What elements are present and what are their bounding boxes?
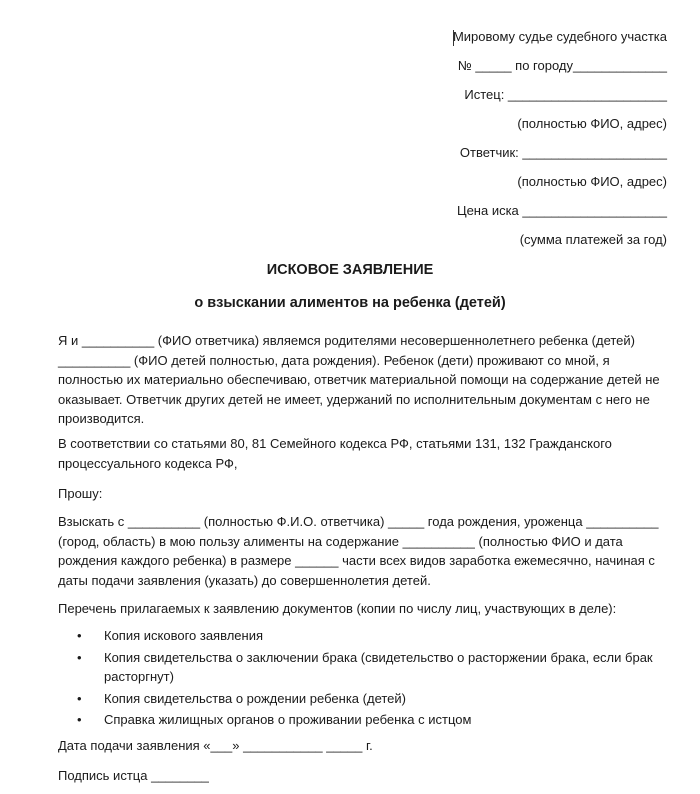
attachments-heading: Перечень прилагаемых к заявлению документов (копии по числу лиц, участвующих в деле): [58,601,617,616]
list-item-text: Копия свидетельства о рождении ребенка (детей) [104,690,406,706]
request-paragraph: Взыскать с __________ (полностью Ф.И.О. ответчика) _____ года рождения, уроженца __________ (город, область) в мою пользу алименты на содержание __________ (полностью ФИО и дата рождения каждого ребенка) в размере ______ части всех видов заработка ежемесячно, начиная с даты подачи заявления (указать) до совершеннолетия детей. [58,514,659,588]
document-title: ИСКОВОЕ ЗАЯВЛЕНИЕ [266,262,434,278]
filing-date-line: Дата подачи заявления «___» ___________ _____ г. [58,738,373,753]
claim-price-line: Цена иска ____________________ [456,203,667,218]
bullet-icon: • [77,690,82,706]
bullet-icon: • [77,628,82,643]
list-item [58,626,670,646]
list-item-text: Копия искового заявления [104,628,264,643]
plaintiff-hint: (полностью ФИО, адрес) [517,116,667,131]
document-header [367,27,667,259]
bullet-icon: • [77,712,82,727]
list-item [58,689,670,709]
document-subtitle: о взыскании алиментов на ребенка (детей) [194,295,506,311]
plaintiff-line: Истец: ______________________ [464,87,667,102]
legal-basis-paragraph: В соответствии со статьями 80, 81 Семейного кодекса РФ, статьями 131, 132 Гражданского процессуального кодекса РФ, [58,436,612,471]
defendant-hint: (полностью ФИО, адрес) [517,174,667,189]
signature-line: Подпись истца ________ [58,768,209,783]
list-item [58,710,670,730]
facts-paragraph: Я и __________ (ФИО ответчика) являемся родителями несовершеннолетнего ребенка (детей) __________ (ФИО детей полностью, дата рождения). Ребенок (дети) проживают со мной, я полностью их материально обеспечиваю, ответчик материальной помощи на содержание детей не оказывает. Ответчик других детей не имеет, удержаний по исполнительным документам с него не производится. [58,333,660,426]
list-item-text: Справка жилищных органов о проживании ребенка с истцом [104,712,472,727]
court-number-line: № _____ по городу_____________ [457,58,667,73]
attachments-list [58,626,670,732]
request-heading: Прошу: [58,486,103,501]
claim-price-hint: (сумма платежей за год) [519,232,667,247]
defendant-line: Ответчик: ____________________ [459,145,667,160]
list-item-text: Копия свидетельства о заключении брака (свидетельство о расторжении брака, если брак расторгнут) [104,649,653,684]
list-item [58,648,670,687]
bullet-icon: • [77,649,82,665]
addressee-line: Мировому судье судебного участка [452,29,667,44]
